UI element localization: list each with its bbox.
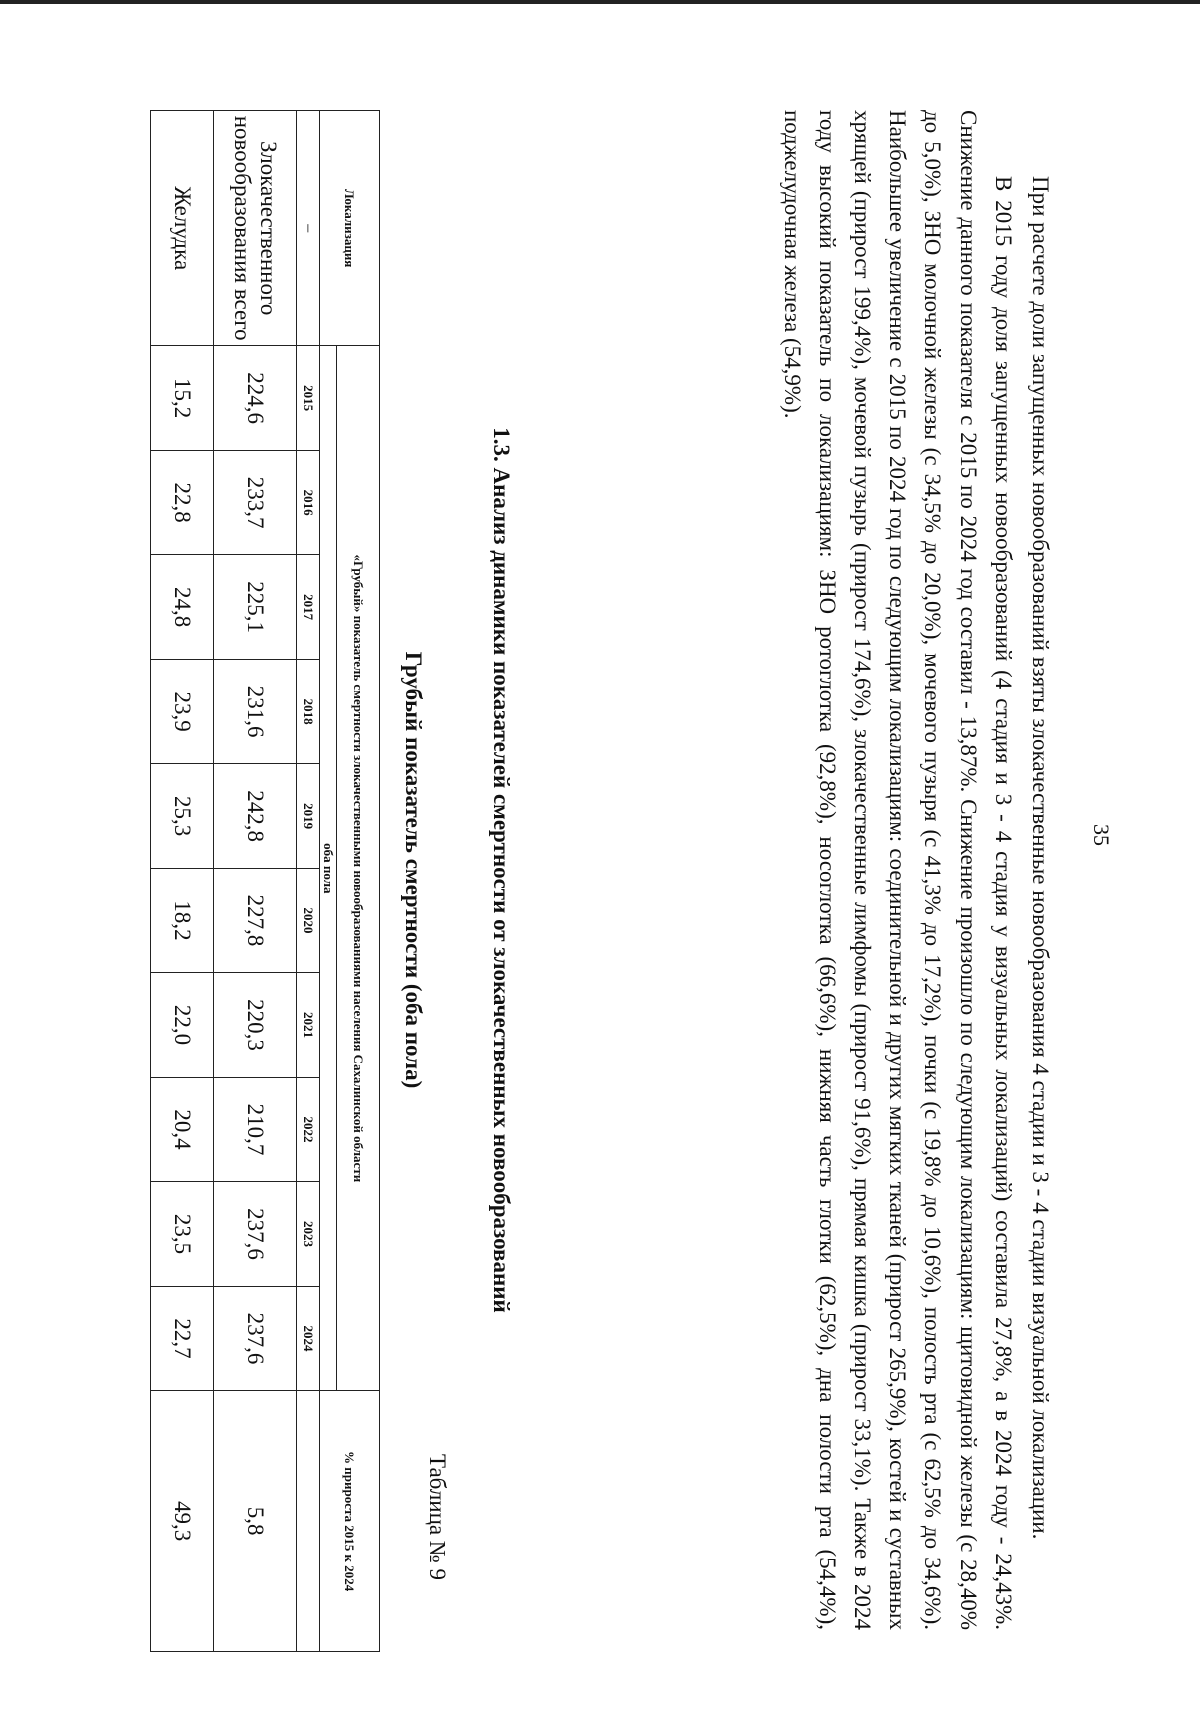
value-cell: 18,2	[151, 868, 214, 972]
year-header: 2020	[297, 868, 320, 972]
value-cell: 233,7	[214, 450, 297, 554]
section-heading: 1.3. Анализ динамики показателей смертности от злокачественных новообразований	[489, 427, 514, 1313]
header-localization: Локализация	[320, 111, 380, 346]
year-header: 2021	[297, 973, 320, 1077]
value-cell: 210,7	[214, 1077, 297, 1181]
header-growth: % прироста 2015 к 2024	[320, 1391, 380, 1652]
value-cell: 237,6	[214, 1182, 297, 1286]
table-row	[214, 111, 297, 1652]
paragraph: В 2015 году доля запущенных новообразований (4 стадия и 3 - 4 стадия у визуальных локализаций) составила 27,8%, а в 2024 году - 24,43%. Снижение данного показателя с 2015 по 2024 год составил - 13,87%. Снижение произошло по следующим локализациям: щитовидной железы (с 28,40% до 5,0%), ЗНО молочной железы (с 34,5% до 20,0%), мочевого пузыря (с 41,3% до 17,2%), почки (с 19,8% до 10,6%), полость рта (с 62,5% до 34,6%). Наибольшее увеличение с 2015 по 2024 год по следующим локализациям: соединительной и других мягких тканей (прирост 265,9%), костей и суставных хрящей (прирост 199,4%), мочевой пузырь (прирост 174,6%), злокачественные лимфомы (прирост 91,6%), прямая кишка (прирост 33,1%). Также в 2024 году высокий показатель по локализациям: ЗНО ротоглотка (92,8%), носоглотка (66,6%), нижняя часть глотки (62,5%), дна полости рта (54,4%), поджелудочная железа (54,9%).	[779, 110, 1016, 1630]
year-header: 2016	[297, 450, 320, 554]
value-cell: 20,4	[151, 1077, 214, 1181]
value-cell: 24,8	[151, 555, 214, 659]
header-row-metric	[337, 111, 380, 1652]
header-row-years	[297, 111, 320, 1652]
header-dash: –	[297, 111, 320, 346]
year-header: 2024	[297, 1286, 320, 1391]
year-header: 2017	[297, 555, 320, 659]
body-text	[774, 110, 1058, 1630]
value-cell: 242,8	[214, 764, 297, 868]
value-cell: 227,8	[214, 868, 297, 972]
value-cell: 25,3	[151, 764, 214, 868]
value-cell: 224,6	[214, 346, 297, 450]
value-cell: 23,5	[151, 1182, 214, 1286]
value-cell: 22,7	[151, 1286, 214, 1391]
growth-cell: 49,3	[151, 1391, 214, 1652]
mortality-table	[150, 110, 380, 1652]
value-cell: 220,3	[214, 973, 297, 1077]
value-cell: 237,6	[214, 1286, 297, 1391]
page-number: 35	[1089, 824, 1114, 846]
growth-header-empty	[297, 1391, 320, 1652]
header-metric: «Грубый» показатель смертности злокачественными новообразованиями населения Сахалинской области	[337, 346, 380, 1391]
value-cell: 225,1	[214, 555, 297, 659]
table-caption: Грубый показатель смертности (оба пола)	[401, 651, 426, 1089]
year-header: 2023	[297, 1182, 320, 1286]
year-header: 2022	[297, 1077, 320, 1181]
header-sex: оба пола	[320, 346, 337, 1391]
value-cell: 22,8	[151, 450, 214, 554]
growth-cell: 5,8	[214, 1391, 297, 1652]
value-cell: 15,2	[151, 346, 214, 450]
year-header: 2015	[297, 346, 320, 450]
value-cell: 231,6	[214, 659, 297, 763]
row-label: Злокачественного новообразования всего	[214, 111, 297, 346]
year-header: 2018	[297, 659, 320, 763]
table-row	[151, 111, 214, 1652]
row-label: Желудка	[151, 111, 214, 346]
value-cell: 23,9	[151, 659, 214, 763]
table-number: Таблица № 9	[425, 1454, 450, 1581]
value-cell: 22,0	[151, 973, 214, 1077]
paragraph: При расчете доли запущенных новообразований взяты злокачественные новообразования 4 стадии и 3 - 4 стадии визуальной локализации.	[1028, 176, 1053, 1540]
year-header: 2019	[297, 764, 320, 868]
